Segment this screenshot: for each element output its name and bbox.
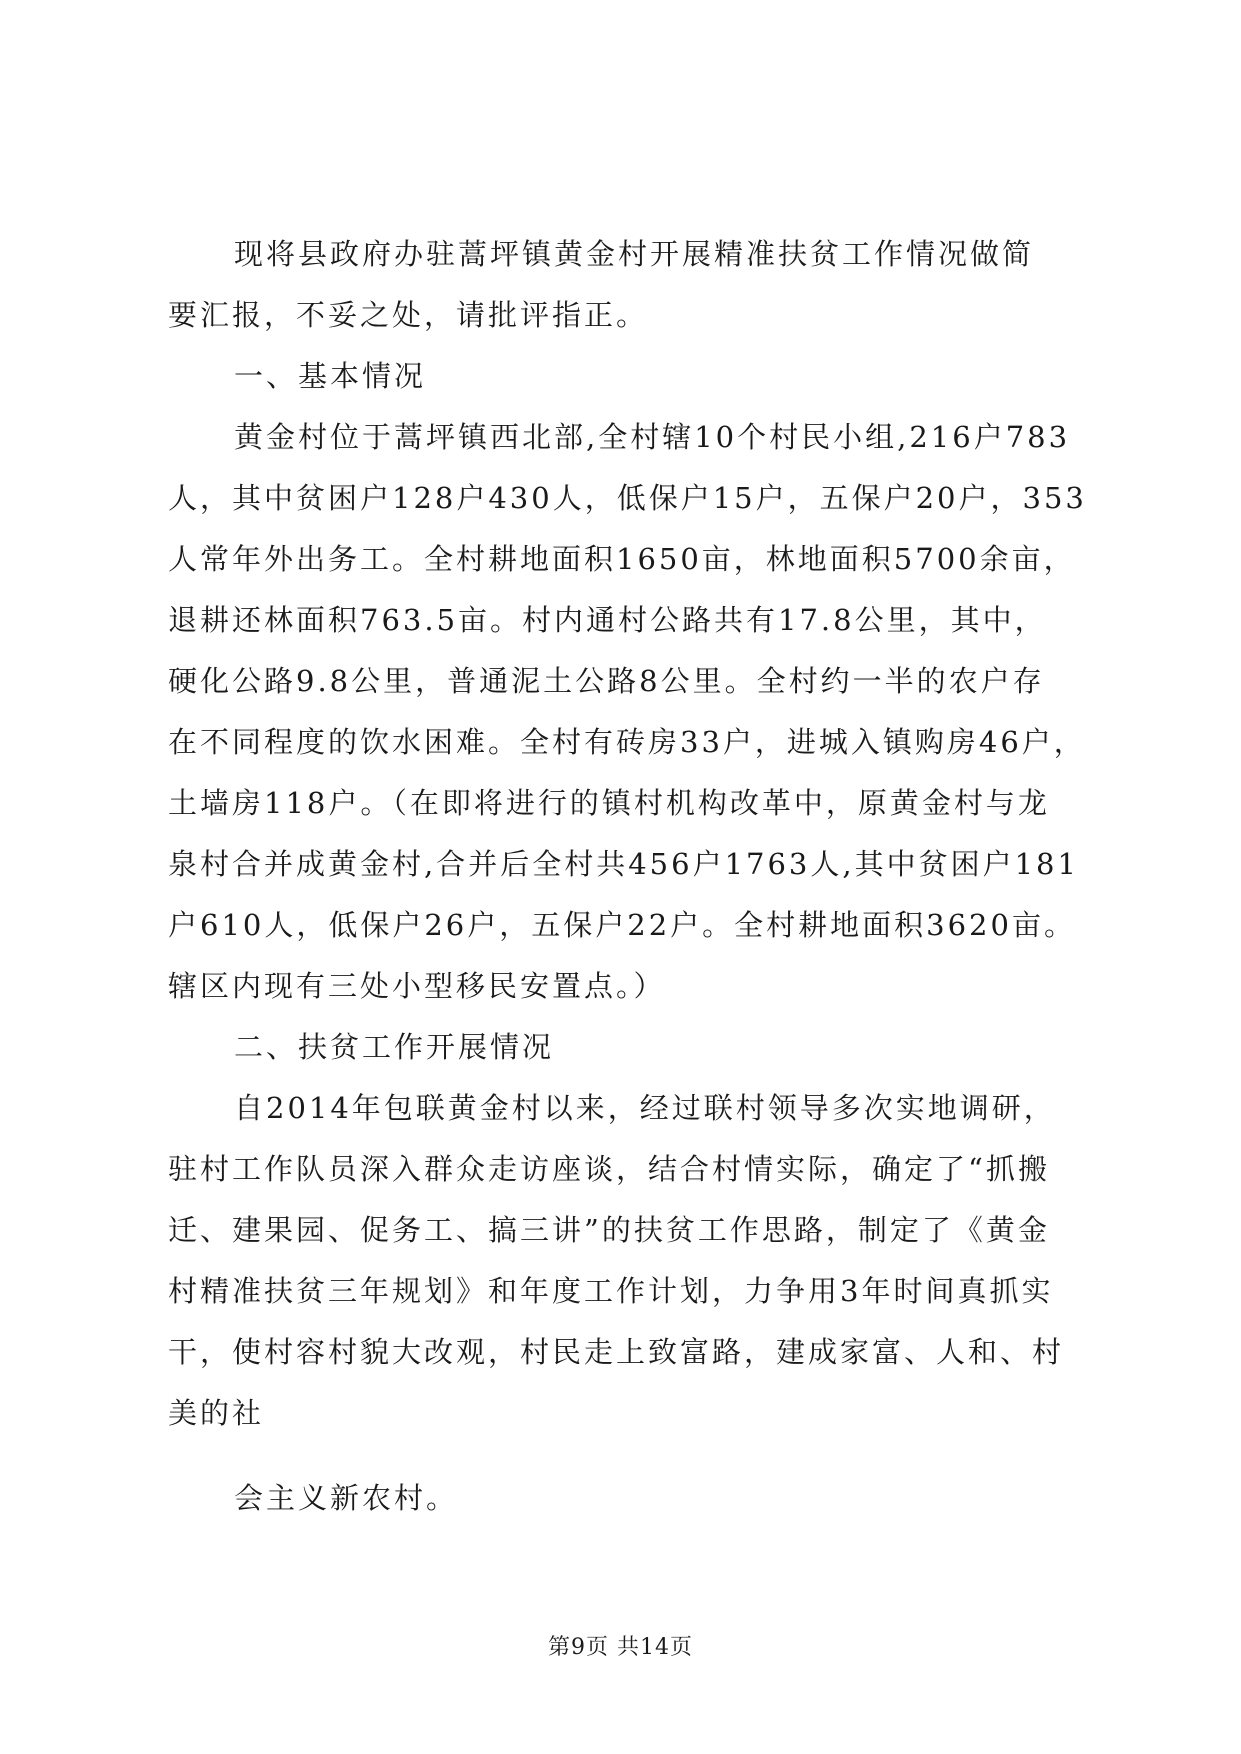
- paragraph-line: 会主义新农村。: [234, 1481, 459, 1515]
- paragraph-line: 户610人，低保户26户，五保户22户。全村耕地面积3620亩。: [168, 908, 1076, 942]
- paragraph-line: 自2014年包联黄金村以来，经过联村领导多次实地调研，: [234, 1091, 1056, 1125]
- paragraph-line: 美的社: [168, 1396, 265, 1430]
- paragraph-line: 干，使村容村貌大改观，村民走上致富路，建成家富、人和、村: [168, 1335, 1065, 1369]
- paragraph-line: 驻村工作队员深入群众走访座谈，结合村情实际，确定了“抓搬: [168, 1152, 1050, 1186]
- page-number-footer: 第9页 共14页: [548, 1635, 693, 1660]
- paragraph-line: 现将县政府办驻蒿坪镇黄金村开展精准扶贫工作情况做简: [234, 237, 1035, 271]
- paragraph-line: 人常年外出务工。全村耕地面积1650亩，林地面积5700余亩，: [168, 542, 1076, 576]
- paragraph-line: 泉村合并成黄金村,合并后全村共456户1763人,其中贫困户181: [168, 847, 1079, 881]
- paragraph-line: 硬化公路9.8公里，普通泥土公路8公里。全村约一半的农户存: [168, 664, 1045, 698]
- paragraph-line: 辖区内现有三处小型移民安置点。）: [168, 969, 666, 1003]
- paragraph-line: 在不同程度的饮水困难。全村有砖房33户，进城入镇购房46户，: [168, 725, 1086, 759]
- paragraph-line: 迁、建果园、促务工、搞三讲”的扶贫工作思路，制定了《黄金: [168, 1213, 1050, 1247]
- paragraph-line: 村精准扶贫三年规划》和年度工作计划，力争用3年时间真抓实: [168, 1274, 1054, 1308]
- section-heading-poverty-work: 二、扶贫工作开展情况: [234, 1030, 555, 1064]
- paragraph-line: 黄金村位于蒿坪镇西北部,全村辖10个村民小组,216户783: [234, 420, 1071, 454]
- document-body: [168, 224, 1088, 1529]
- section-heading-basic-situation: 一、基本情况: [234, 359, 427, 393]
- paragraph-line: 要汇报，不妥之处，请批评指正。: [168, 298, 649, 332]
- paragraph-line: 人，其中贫困户128户430人，低保户15户，五保户20户，353: [168, 481, 1087, 515]
- paragraph-line: 退耕还林面积763.5亩。村内通村公路共有17.8公里，其中，: [168, 603, 1047, 637]
- paragraph-line: 土墙房118户。（在即将进行的镇村机构改革中，原黄金村与龙: [168, 786, 1050, 820]
